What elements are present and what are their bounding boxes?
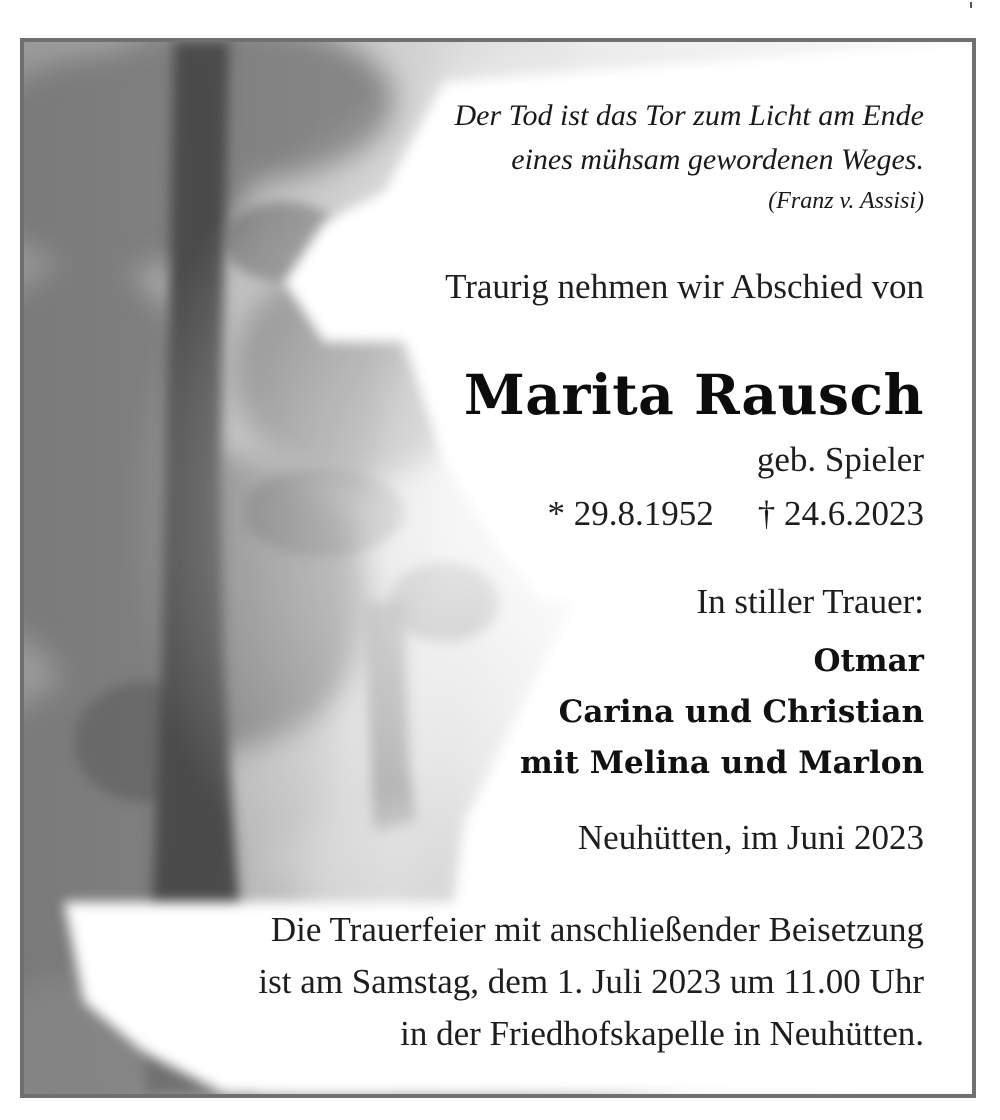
funeral-service-info	[258, 904, 924, 1060]
maiden-name: geb. Spieler	[756, 440, 924, 479]
place-date: Neuhütten, im Juni 2023	[577, 818, 924, 857]
quote-line: Der Tod ist das Tor zum Licht am Ende	[454, 99, 924, 132]
deceased-name: Marita Rausch	[463, 362, 924, 427]
life-dates	[548, 494, 925, 534]
death-date: † 24.6.2023	[757, 494, 924, 533]
service-line: ist am Samstag, dem 1. Juli 2023 um 11.00 Uhr	[258, 962, 924, 1001]
mourner-name: mit Melina und Marlon	[520, 745, 924, 781]
mourners-heading: In stiller Trauer:	[696, 582, 924, 621]
birth-date: * 29.8.1952	[547, 494, 714, 533]
intro-text: Traurig nehmen wir Abschied von	[445, 267, 924, 306]
mourners-list	[520, 636, 924, 789]
mourner-name: Otmar	[813, 643, 924, 679]
corner-mark	[970, 2, 972, 8]
service-line: in der Friedhofskapelle in Neuhütten.	[400, 1014, 924, 1053]
quote	[454, 94, 924, 220]
obituary-notice	[20, 38, 976, 1098]
quote-line: eines mühsam gewordenen Weges.	[511, 143, 924, 176]
mourner-name: Carina und Christian	[558, 694, 924, 730]
quote-source: (Franz v. Assisi)	[768, 188, 924, 214]
service-line: Die Trauerfeier mit anschließender Beisetzung	[270, 910, 924, 949]
